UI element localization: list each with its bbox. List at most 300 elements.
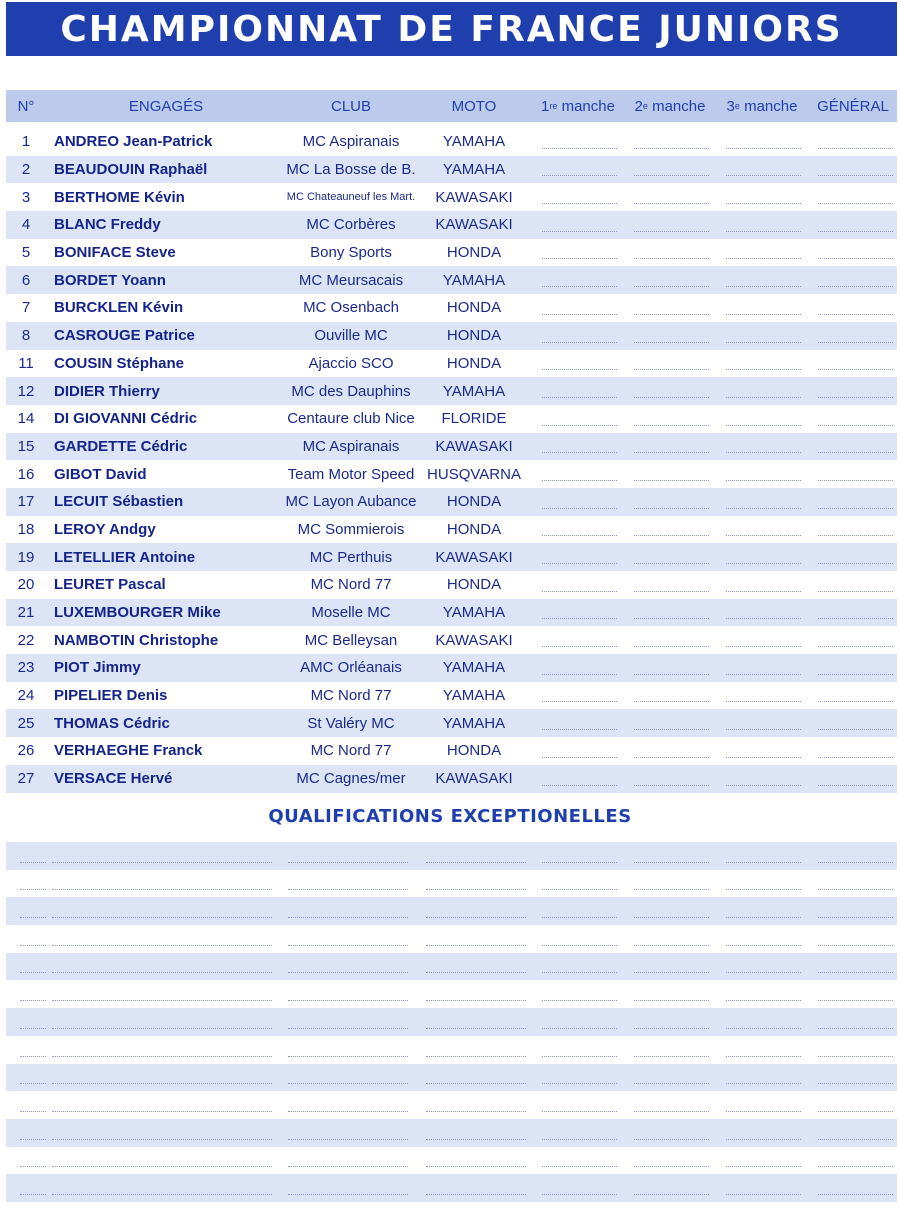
qualification-blank[interactable] — [634, 945, 709, 946]
qualification-blank[interactable] — [52, 945, 272, 946]
table-row — [6, 294, 897, 322]
qualification-blank[interactable] — [426, 945, 526, 946]
qualification-blank[interactable] — [818, 917, 893, 918]
qualification-blank[interactable] — [288, 1139, 408, 1140]
header-manche-1 — [534, 90, 622, 122]
qualification-blank[interactable] — [818, 1083, 893, 1084]
qualification-blank[interactable] — [726, 862, 801, 863]
qualification-blank[interactable] — [542, 1000, 617, 1001]
result-blank-1[interactable] — [542, 342, 617, 343]
result-blank-4[interactable] — [818, 535, 893, 536]
entry-club: St Valéry MC — [307, 714, 395, 732]
qualification-blank[interactable] — [818, 889, 893, 890]
header-manche-3 — [718, 90, 806, 122]
result-blank-3[interactable] — [726, 729, 801, 730]
entry-name: THOMAS Cédric — [54, 714, 170, 732]
qualification-blank[interactable] — [52, 862, 272, 863]
entry-club: MC Cagnes/mer — [296, 770, 406, 788]
result-blank-2[interactable] — [634, 342, 709, 343]
result-blank-2[interactable] — [634, 785, 709, 786]
qualification-blank[interactable] — [726, 1083, 801, 1084]
qualification-blank[interactable] — [818, 1056, 893, 1057]
entry-num: 22 — [17, 631, 35, 649]
qualification-blank[interactable] — [288, 889, 408, 890]
result-blank-4[interactable] — [818, 701, 893, 702]
entry-moto: HONDA — [446, 354, 502, 372]
result-blank-2[interactable] — [634, 729, 709, 730]
result-blank-4[interactable] — [818, 757, 893, 758]
qualification-blank[interactable] — [20, 1000, 46, 1001]
result-blank-2[interactable] — [634, 563, 709, 564]
qualification-blank[interactable] — [726, 972, 801, 973]
result-blank-1[interactable] — [542, 785, 617, 786]
qualification-blank[interactable] — [542, 862, 617, 863]
result-blank-4[interactable] — [818, 175, 893, 176]
qualification-blank[interactable] — [52, 1111, 272, 1112]
entry-name: VERSACE Hervé — [54, 770, 173, 788]
entry-club: MC La Bosse de B. — [286, 161, 416, 179]
qualification-row — [6, 953, 897, 981]
qualification-blank[interactable] — [818, 1111, 893, 1112]
entry-club: MC Osenbach — [303, 299, 399, 317]
result-blank-3[interactable] — [726, 535, 801, 536]
entry-name: LUXEMBOURGER Mike — [54, 604, 221, 622]
result-blank-3[interactable] — [726, 286, 801, 287]
result-blank-3[interactable] — [726, 425, 801, 426]
qualification-blank[interactable] — [20, 917, 46, 918]
result-blank-2[interactable] — [634, 591, 709, 592]
qualification-blank[interactable] — [542, 1083, 617, 1084]
header-general: GÉNÉRAL — [817, 97, 889, 115]
result-blank-2[interactable] — [634, 286, 709, 287]
qualification-row — [6, 1119, 897, 1147]
result-blank-4[interactable] — [818, 480, 893, 481]
result-blank-1[interactable] — [542, 646, 617, 647]
table-row — [6, 626, 897, 654]
qualification-blank[interactable] — [20, 889, 46, 890]
result-blank-1[interactable] — [542, 591, 617, 592]
qualification-blank[interactable] — [634, 1194, 709, 1195]
entry-name: VERHAEGHE Franck — [54, 742, 203, 760]
qualification-blank[interactable] — [20, 945, 46, 946]
result-blank-1[interactable] — [542, 314, 617, 315]
entry-name: NAMBOTIN Christophe — [54, 631, 219, 649]
entry-num: 6 — [21, 271, 31, 289]
table-header — [6, 90, 897, 122]
result-blank-3[interactable] — [726, 342, 801, 343]
header-name: ENGAGÉS — [128, 97, 204, 115]
result-blank-4[interactable] — [818, 618, 893, 619]
qualification-blank[interactable] — [818, 1166, 893, 1167]
header-m1-word: manche — [557, 97, 615, 115]
qualification-blank[interactable] — [52, 1166, 272, 1167]
entry-num: 3 — [21, 188, 31, 206]
result-blank-4[interactable] — [818, 452, 893, 453]
qualification-blank[interactable] — [288, 1111, 408, 1112]
entry-club: MC Aspiranais — [302, 133, 400, 151]
entry-num: 4 — [21, 216, 31, 234]
entry-name: GARDETTE Cédric — [54, 437, 188, 455]
entry-club: MC Meursacais — [298, 271, 404, 289]
entry-club: Ouville MC — [314, 327, 388, 345]
table-row — [6, 654, 897, 682]
result-blank-2[interactable] — [634, 203, 709, 204]
result-blank-1[interactable] — [542, 757, 617, 758]
entry-name: BLANC Freddy — [54, 216, 161, 234]
qualification-blank[interactable] — [52, 1028, 272, 1029]
qualification-blank[interactable] — [634, 862, 709, 863]
entry-moto: YAMAHA — [442, 382, 506, 400]
qualification-blank[interactable] — [426, 1111, 526, 1112]
result-blank-3[interactable] — [726, 480, 801, 481]
entry-club: MC Layon Aubance — [285, 493, 417, 511]
qualification-blank[interactable] — [542, 889, 617, 890]
entry-name: BEAUDOUIN Raphaël — [54, 161, 208, 179]
table-row — [6, 516, 897, 544]
entry-club: Moselle MC — [311, 604, 391, 622]
qualification-blank[interactable] — [20, 1111, 46, 1112]
entry-num: 19 — [17, 548, 35, 566]
qualification-blank[interactable] — [726, 917, 801, 918]
result-blank-3[interactable] — [726, 452, 801, 453]
qualification-blank[interactable] — [726, 1111, 801, 1112]
qualification-blank[interactable] — [726, 1028, 801, 1029]
qualification-row — [6, 1174, 897, 1202]
qualification-blank[interactable] — [726, 1194, 801, 1195]
entry-num: 26 — [17, 742, 35, 760]
table-row — [6, 737, 897, 765]
result-blank-1[interactable] — [542, 535, 617, 536]
qualification-blank[interactable] — [426, 1000, 526, 1001]
entry-name: COUSIN Stéphane — [54, 354, 185, 372]
qualification-blank[interactable] — [634, 1028, 709, 1029]
qualification-row — [6, 1008, 897, 1036]
result-blank-3[interactable] — [726, 757, 801, 758]
result-blank-2[interactable] — [634, 508, 709, 509]
qualification-blank[interactable] — [52, 889, 272, 890]
qualification-blank[interactable] — [542, 1111, 617, 1112]
qualification-blank[interactable] — [818, 1139, 893, 1140]
result-blank-1[interactable] — [542, 369, 617, 370]
entry-name: LETELLIER Antoine — [54, 548, 196, 566]
entry-name: BORDET Yoann — [54, 271, 166, 289]
entry-num: 5 — [21, 244, 31, 262]
result-blank-4[interactable] — [818, 148, 893, 149]
qualifications-table — [6, 842, 897, 1202]
table-row — [6, 183, 897, 211]
qualification-row — [6, 1036, 897, 1064]
qualification-blank[interactable] — [288, 1056, 408, 1057]
entry-num: 21 — [17, 604, 35, 622]
qualification-blank[interactable] — [20, 1083, 46, 1084]
qualification-blank[interactable] — [818, 1194, 893, 1195]
result-blank-2[interactable] — [634, 480, 709, 481]
qualification-blank[interactable] — [20, 862, 46, 863]
result-blank-2[interactable] — [634, 369, 709, 370]
qualification-blank[interactable] — [20, 1028, 46, 1029]
qualification-blank[interactable] — [288, 1083, 408, 1084]
qualification-blank[interactable] — [818, 972, 893, 973]
result-blank-4[interactable] — [818, 286, 893, 287]
entry-club: MC Nord 77 — [310, 687, 392, 705]
result-blank-1[interactable] — [542, 508, 617, 509]
result-blank-3[interactable] — [726, 591, 801, 592]
result-blank-3[interactable] — [726, 203, 801, 204]
result-blank-4[interactable] — [818, 425, 893, 426]
qualification-blank[interactable] — [20, 972, 46, 973]
qualification-blank[interactable] — [634, 1111, 709, 1112]
result-blank-1[interactable] — [542, 563, 617, 564]
result-blank-4[interactable] — [818, 785, 893, 786]
qualification-blank[interactable] — [52, 1194, 272, 1195]
result-blank-4[interactable] — [818, 674, 893, 675]
result-blank-2[interactable] — [634, 757, 709, 758]
result-blank-2[interactable] — [634, 535, 709, 536]
qualification-blank[interactable] — [20, 1139, 46, 1140]
qualification-blank[interactable] — [288, 1028, 408, 1029]
result-blank-4[interactable] — [818, 258, 893, 259]
entry-club: AMC Orléanais — [300, 659, 402, 677]
entry-name: PIOT Jimmy — [54, 659, 141, 677]
result-blank-3[interactable] — [726, 674, 801, 675]
result-blank-1[interactable] — [542, 397, 617, 398]
entry-num: 7 — [21, 299, 31, 317]
qualification-blank[interactable] — [726, 1000, 801, 1001]
result-blank-1[interactable] — [542, 618, 617, 619]
result-blank-3[interactable] — [726, 258, 801, 259]
result-blank-4[interactable] — [818, 591, 893, 592]
entry-num: 25 — [17, 714, 35, 732]
result-blank-2[interactable] — [634, 314, 709, 315]
result-blank-2[interactable] — [634, 148, 709, 149]
result-blank-3[interactable] — [726, 785, 801, 786]
result-blank-1[interactable] — [542, 729, 617, 730]
qualification-blank[interactable] — [288, 862, 408, 863]
result-blank-2[interactable] — [634, 618, 709, 619]
result-blank-4[interactable] — [818, 203, 893, 204]
qualification-blank[interactable] — [426, 889, 526, 890]
entry-name: CASROUGE Patrice — [54, 327, 195, 345]
entry-name: BURCKLEN Kévin — [54, 299, 184, 317]
header-m3-num: 3 — [726, 97, 735, 115]
qualification-blank[interactable] — [52, 1083, 272, 1084]
qualification-blank[interactable] — [542, 917, 617, 918]
header-manche-2 — [626, 90, 714, 122]
entry-club: MC Nord 77 — [310, 576, 392, 594]
qualification-blank[interactable] — [426, 972, 526, 973]
result-blank-3[interactable] — [726, 508, 801, 509]
result-blank-3[interactable] — [726, 314, 801, 315]
result-blank-2[interactable] — [634, 258, 709, 259]
result-blank-1[interactable] — [542, 701, 617, 702]
qualification-blank[interactable] — [634, 1083, 709, 1084]
result-blank-1[interactable] — [542, 258, 617, 259]
header-m2-sup: e — [642, 101, 648, 111]
header-num: N° — [17, 97, 35, 115]
qualification-blank[interactable] — [726, 945, 801, 946]
result-blank-3[interactable] — [726, 369, 801, 370]
entry-num: 16 — [17, 465, 35, 483]
result-blank-4[interactable] — [818, 397, 893, 398]
qualification-blank[interactable] — [20, 1194, 46, 1195]
result-blank-1[interactable] — [542, 674, 617, 675]
result-blank-1[interactable] — [542, 425, 617, 426]
result-blank-2[interactable] — [634, 425, 709, 426]
table-row — [6, 571, 897, 599]
entry-moto: YAMAHA — [442, 714, 506, 732]
result-blank-2[interactable] — [634, 175, 709, 176]
result-blank-2[interactable] — [634, 397, 709, 398]
table-row — [6, 405, 897, 433]
qualification-blank[interactable] — [288, 917, 408, 918]
qualification-blank[interactable] — [634, 1166, 709, 1167]
qualification-row — [6, 870, 897, 898]
entry-moto: HONDA — [446, 244, 502, 262]
qualification-blank[interactable] — [542, 1166, 617, 1167]
entry-moto: HONDA — [446, 493, 502, 511]
entry-moto: HONDA — [446, 327, 502, 345]
qualification-blank[interactable] — [426, 862, 526, 863]
entry-num: 15 — [17, 437, 35, 455]
entry-club: MC Aspiranais — [302, 437, 400, 455]
entry-name: ANDREO Jean-Patrick — [54, 133, 213, 151]
result-blank-4[interactable] — [818, 231, 893, 232]
result-blank-3[interactable] — [726, 397, 801, 398]
qualification-blank[interactable] — [726, 1056, 801, 1057]
qualification-blank[interactable] — [818, 862, 893, 863]
result-blank-4[interactable] — [818, 646, 893, 647]
qualification-blank[interactable] — [288, 1166, 408, 1167]
qualification-blank[interactable] — [726, 889, 801, 890]
qualification-row — [6, 1064, 897, 1092]
qualification-blank[interactable] — [634, 889, 709, 890]
qualification-blank[interactable] — [634, 917, 709, 918]
result-blank-1[interactable] — [542, 231, 617, 232]
qualification-blank[interactable] — [426, 917, 526, 918]
qualification-blank[interactable] — [818, 945, 893, 946]
qualification-blank[interactable] — [542, 945, 617, 946]
qualification-row — [6, 1147, 897, 1175]
qualification-blank[interactable] — [52, 1139, 272, 1140]
qualification-blank[interactable] — [426, 1166, 526, 1167]
result-blank-3[interactable] — [726, 646, 801, 647]
qualification-blank[interactable] — [426, 1139, 526, 1140]
table-row — [6, 322, 897, 350]
qualification-blank[interactable] — [288, 1194, 408, 1195]
result-blank-4[interactable] — [818, 563, 893, 564]
result-blank-1[interactable] — [542, 480, 617, 481]
result-blank-3[interactable] — [726, 148, 801, 149]
entry-name: DI GIOVANNI Cédric — [54, 410, 198, 428]
result-blank-2[interactable] — [634, 674, 709, 675]
entry-moto: HONDA — [446, 576, 502, 594]
qualification-blank[interactable] — [634, 972, 709, 973]
table-row — [6, 682, 897, 710]
qualification-blank[interactable] — [288, 1000, 408, 1001]
entry-num: 23 — [17, 659, 35, 677]
result-blank-4[interactable] — [818, 314, 893, 315]
result-blank-1[interactable] — [542, 148, 617, 149]
qualification-blank[interactable] — [726, 1166, 801, 1167]
qualification-blank[interactable] — [426, 1028, 526, 1029]
result-blank-2[interactable] — [634, 452, 709, 453]
result-blank-4[interactable] — [818, 508, 893, 509]
entry-club: MC des Dauphins — [291, 382, 411, 400]
qualification-blank[interactable] — [426, 1056, 526, 1057]
entry-moto: HUSQVARNA — [427, 465, 521, 483]
qualification-blank[interactable] — [542, 1028, 617, 1029]
qualification-blank[interactable] — [634, 1139, 709, 1140]
entry-moto: HONDA — [446, 520, 502, 538]
qualification-blank[interactable] — [52, 1000, 272, 1001]
result-blank-2[interactable] — [634, 701, 709, 702]
entry-moto: KAWASAKI — [435, 770, 513, 788]
entry-moto: KAWASAKI — [435, 437, 513, 455]
qualification-blank[interactable] — [542, 1056, 617, 1057]
result-blank-1[interactable] — [542, 175, 617, 176]
entry-club: MC Perthuis — [309, 548, 393, 566]
qualification-blank[interactable] — [288, 972, 408, 973]
entry-club: MC Chateauneuf les Mart. — [286, 191, 416, 204]
qualification-blank[interactable] — [542, 1194, 617, 1195]
table-row — [6, 599, 897, 627]
qualification-blank[interactable] — [818, 1000, 893, 1001]
header-moto: MOTO — [451, 97, 497, 115]
entry-name: LEURET Pascal — [54, 576, 166, 594]
result-blank-3[interactable] — [726, 618, 801, 619]
qualification-blank[interactable] — [52, 1056, 272, 1057]
result-blank-3[interactable] — [726, 563, 801, 564]
entry-name: BONIFACE Steve — [54, 244, 176, 262]
table-row — [6, 709, 897, 737]
qualification-blank[interactable] — [52, 972, 272, 973]
entry-club: Bony Sports — [310, 244, 392, 262]
qualification-blank[interactable] — [542, 972, 617, 973]
qualification-blank[interactable] — [426, 1194, 526, 1195]
result-blank-3[interactable] — [726, 231, 801, 232]
qualification-blank[interactable] — [726, 1139, 801, 1140]
result-blank-1[interactable] — [542, 203, 617, 204]
header-m2-num: 2 — [634, 97, 643, 115]
qualification-blank[interactable] — [426, 1083, 526, 1084]
result-blank-2[interactable] — [634, 646, 709, 647]
result-blank-1[interactable] — [542, 286, 617, 287]
qualification-blank[interactable] — [52, 917, 272, 918]
result-blank-4[interactable] — [818, 729, 893, 730]
table-row — [6, 765, 897, 793]
result-blank-4[interactable] — [818, 342, 893, 343]
qualification-blank[interactable] — [634, 1056, 709, 1057]
entries-table — [6, 128, 897, 793]
qualification-blank[interactable] — [20, 1056, 46, 1057]
entry-club: Ajaccio SCO — [308, 354, 394, 372]
result-blank-3[interactable] — [726, 175, 801, 176]
qualification-row — [6, 1091, 897, 1119]
result-blank-3[interactable] — [726, 701, 801, 702]
qualification-row — [6, 925, 897, 953]
qualification-blank[interactable] — [634, 1000, 709, 1001]
qualification-blank[interactable] — [818, 1028, 893, 1029]
result-blank-2[interactable] — [634, 231, 709, 232]
table-row — [6, 488, 897, 516]
qualification-blank[interactable] — [542, 1139, 617, 1140]
result-blank-1[interactable] — [542, 452, 617, 453]
result-blank-4[interactable] — [818, 369, 893, 370]
qualification-blank[interactable] — [288, 945, 408, 946]
qualification-blank[interactable] — [20, 1166, 46, 1167]
table-row — [6, 350, 897, 378]
table-row — [6, 377, 897, 405]
